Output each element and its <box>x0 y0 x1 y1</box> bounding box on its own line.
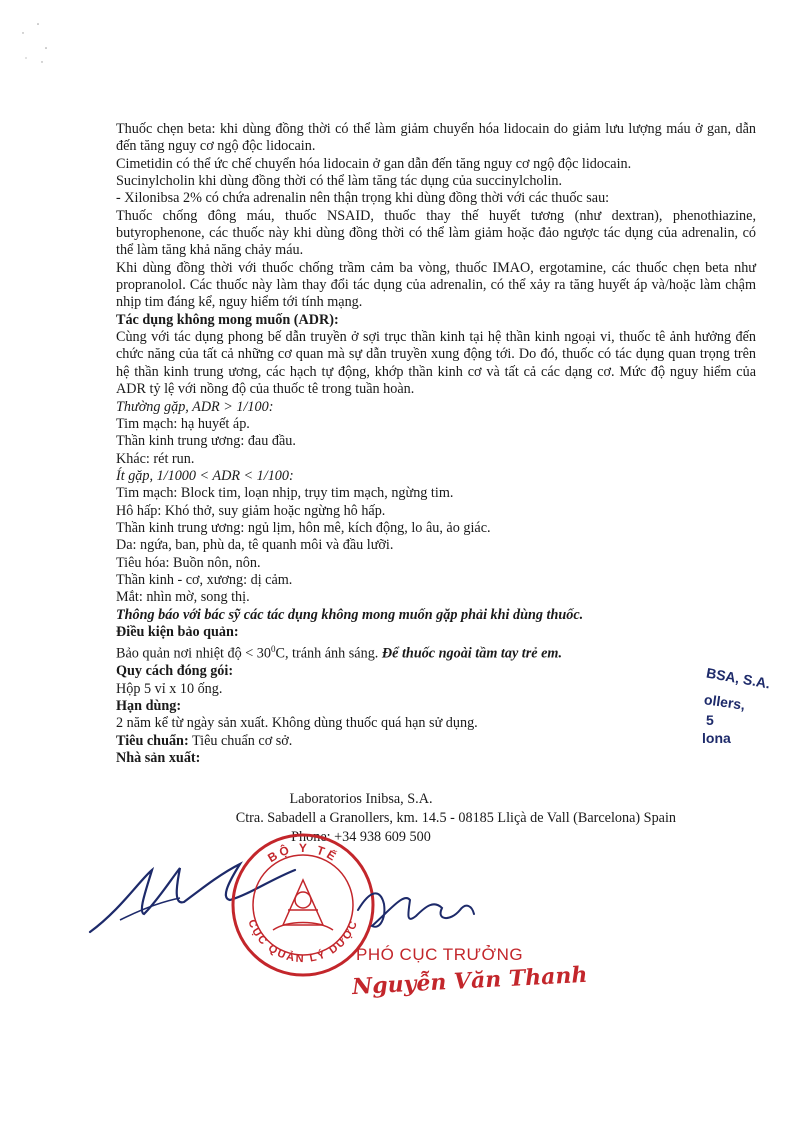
adr-intro: Cùng với tác dụng phong bế dẫn truyền ở sợi trục thần kinh tại hệ thần kinh ngoại vi, thuốc tê ảnh hưởng đến chức năng của tất cả những cơ quan mà sự dẫn truyền xung động tới. Do đó, thuốc có tác dụng quan trọng trên hệ thần kinh trung ương, các hạch tự động, khớp thần kinh cơ và tất cả các dạng cơ. Mức độ nguy hiểm của ADR tỷ lệ với nồng độ của thuốc tê trong tuần hoàn. <box>116 329 756 398</box>
signatory-name: Nguyễn Văn Thanh <box>351 961 589 1001</box>
company-stamp <box>676 660 786 760</box>
expiry-heading: Hạn dùng: <box>116 698 182 715</box>
manufacturer-block <box>116 790 756 847</box>
manufacturer-phone: Phone: +34 938 609 500 <box>291 829 431 845</box>
stamp-line-3: 5 <box>706 712 714 728</box>
adr-rare-item: Tim mạch: Block tim, loạn nhịp, trụy tim mạch, ngừng tim. <box>116 485 454 502</box>
manufacturer-heading: Nhà sản xuất: <box>116 750 201 767</box>
storage-degree: 0 <box>271 644 276 655</box>
storage-text-pre: Bảo quản nơi nhiệt độ < 30 <box>116 646 271 663</box>
stamp-line-1: BSA, S.A. <box>705 664 772 692</box>
document-body <box>116 121 756 767</box>
packaging-heading: Quy cách đóng gói: <box>116 663 234 680</box>
standard-line <box>116 733 756 750</box>
manufacturer-name: Laboratorios Inibsa, S.A. <box>289 791 433 807</box>
svg-text:BỘ Y TẾ <box>265 841 341 865</box>
stamp-line-4: lona <box>702 730 731 746</box>
scan-specks <box>20 18 60 68</box>
manufacturer-address: Ctra. Sabadell a Granollers, km. 14.5 - 08185 Lliçà de Vall (Barcelona) Spain <box>235 810 676 826</box>
interaction-antidepressants: Khi dùng đồng thời với thuốc chống trầm cảm ba vòng, thuốc IMAO, ergotamine, các thuốc chẹn beta như propranolol. Các thuốc này làm thay đổi tác dụng của adrenalin, có thể xảy ra tăng huyết áp và/hoặc làm chậm nhịp tim đáng kể, nguy hiểm tới tính mạng. <box>116 259 756 311</box>
signatory-title: PHÓ CỤC TRƯỞNG <box>356 945 524 964</box>
adr-common-item: Tim mạch: hạ huyết áp. <box>116 415 250 432</box>
interaction-cimetidine: Cimetidin có thể ức chế chuyển hóa lidocain ở gan dẫn đến tăng nguy cơ ngộ độc lidocain. <box>116 155 632 172</box>
interaction-anticoagulants: Thuốc chống đông máu, thuốc NSAID, thuốc thay thế huyết tương (như dextran), phenothiazine, butyrophenone, các thuốc này khi dùng đồng thời có thể làm giảm hoặc đảo ngược tác dụng của adrenalin, có thể làm tăng khả năng chảy máu. <box>116 207 756 259</box>
adr-common-item: Thần kinh trung ương: đau đầu. <box>116 433 296 450</box>
adr-notice: Thông báo với bác sỹ các tác dụng không mong muốn gặp phải khi dùng thuốc. <box>116 606 584 623</box>
standard-text: Tiêu chuẩn cơ sở. <box>188 732 293 749</box>
storage-heading: Điều kiện bảo quản: <box>116 623 239 640</box>
standard-heading: Tiêu chuẩn: <box>116 732 189 749</box>
interaction-succinylcholine: Sucinylcholin khi dùng đồng thời có thể làm tăng tác dụng của succinylcholin. <box>116 173 563 190</box>
adr-rare-item: Thần kinh - cơ, xương: dị cảm. <box>116 571 293 588</box>
interaction-beta-blocker: Thuốc chẹn beta: khi dùng đồng thời có thể làm giảm chuyển hóa lidocain do giảm lưu lượng máu ở gan, dẫn đến tăng nguy cơ ngộ độc lidocain. <box>116 121 756 155</box>
adr-rare-item: Mắt: nhìn mờ, song thị. <box>116 589 250 606</box>
adr-rare-item: Da: ngứa, ban, phù da, tê quanh môi và đầu lưỡi. <box>116 537 394 554</box>
adr-rare-item: Thần kinh trung ương: ngủ lịm, hôn mê, kích động, lo âu, ảo giác. <box>116 519 491 536</box>
interaction-adrenalin-intro: - Xilonibsa 2% có chứa adrenalin nên thận trọng khi dùng đồng thời với các thuốc sau: <box>116 190 610 207</box>
storage-warning: Để thuốc ngoài tầm tay trẻ em. <box>381 646 562 663</box>
handwritten-signature-official <box>350 880 480 940</box>
seal-bottom-text: CỤC QUẢN LÝ DƯỢC <box>245 917 361 966</box>
expiry-text: 2 năm kể từ ngày sản xuất. Không dùng thuốc quá hạn sử dụng. <box>116 715 478 732</box>
adr-rare-heading: Ít gặp, 1/1000 < ADR < 1/100: <box>116 467 294 484</box>
storage-text <box>116 641 756 663</box>
stamp-line-2: ollers, <box>703 691 747 713</box>
adr-common-heading: Thường gặp, ADR > 1/100: <box>116 398 274 415</box>
adr-rare-item: Tiêu hóa: Buồn nôn, nôn. <box>116 554 261 571</box>
adr-common-item: Khác: rét run. <box>116 450 195 467</box>
adr-rare-item: Hô hấp: Khó thở, suy giảm hoặc ngừng hô hấp. <box>116 502 386 519</box>
packaging-text: Hộp 5 vỉ x 10 ống. <box>116 680 223 697</box>
seal-top-text: BỘ Y TẾ <box>265 840 341 866</box>
storage-text-post: C, tránh ánh sáng. <box>275 646 382 663</box>
adr-heading: Tác dụng không mong muốn (ADR): <box>116 311 339 328</box>
